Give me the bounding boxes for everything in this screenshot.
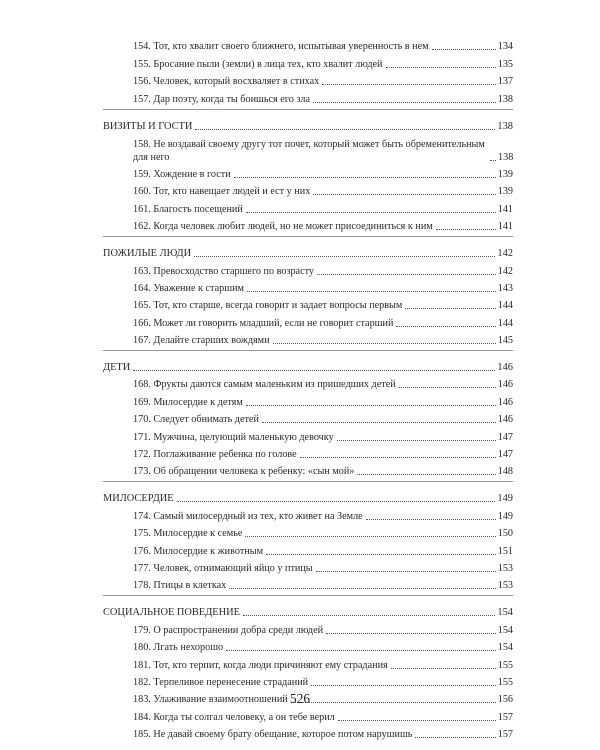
entry-page-number: 146 bbox=[497, 362, 513, 374]
entry-title: 185. Не давай своему брату обещание, которое потом нарушишь bbox=[133, 729, 413, 741]
dot-leader bbox=[194, 255, 495, 257]
toc-entry bbox=[103, 444, 513, 461]
entry-page-number: 147 bbox=[497, 449, 513, 461]
entry-title: 170. Следует обнимать детей bbox=[133, 414, 259, 426]
entry-page-number: 147 bbox=[497, 431, 513, 443]
entry-page-number: 134 bbox=[497, 41, 513, 53]
dot-leader bbox=[262, 421, 496, 423]
entry-page-number: 148 bbox=[497, 466, 513, 478]
dot-leader bbox=[133, 369, 495, 371]
toc-entry bbox=[103, 260, 513, 277]
toc-entry bbox=[103, 391, 513, 408]
section-title: ВИЗИТЫ И ГОСТИ bbox=[103, 120, 193, 132]
dot-leader bbox=[415, 736, 495, 738]
entry-page-number: 151 bbox=[497, 545, 513, 557]
toc-entry bbox=[103, 523, 513, 540]
entry-title: 173. Об обращении человека к ребенку: «сын мой» bbox=[133, 466, 355, 478]
entry-page-number: 138 bbox=[497, 93, 513, 105]
entry-title: 160. Тот, кто навещает людей и ест у них bbox=[133, 186, 311, 198]
entry-page-number: 153 bbox=[497, 580, 513, 592]
toc-entry bbox=[103, 164, 513, 181]
entry-title: 178. Птицы в клетках bbox=[133, 580, 227, 592]
dot-leader bbox=[405, 307, 495, 309]
entry-title: 167. Делайте старших вождями bbox=[133, 335, 270, 347]
toc-entry bbox=[103, 409, 513, 426]
entry-title: 172. Поглаживание ребенка по голове bbox=[133, 449, 297, 461]
entry-title: 174. Самый милосердный из тех, кто живет на Земле bbox=[133, 510, 363, 522]
entry-title: 163. Превосходство старшего по возрасту bbox=[133, 265, 315, 277]
toc-entry bbox=[103, 724, 513, 741]
entry-page-number: 157 bbox=[497, 729, 513, 741]
dot-leader bbox=[317, 273, 496, 275]
dot-leader bbox=[234, 176, 496, 178]
entry-page-number: 146 bbox=[497, 379, 513, 391]
dot-leader bbox=[386, 66, 496, 68]
entry-page-number: 142 bbox=[497, 265, 513, 277]
dot-leader bbox=[326, 632, 496, 634]
entry-page-number: 139 bbox=[497, 186, 513, 198]
entry-title: 157. Дар поэту, когда ты боишься его зла bbox=[133, 93, 310, 105]
dot-leader bbox=[316, 570, 496, 572]
entry-page-number: 138 bbox=[498, 151, 514, 163]
dot-leader bbox=[357, 473, 495, 475]
entry-title: 184. Когда ты солгал человеку, а он тебе верил bbox=[133, 711, 335, 723]
toc-entry bbox=[103, 36, 513, 53]
dot-leader bbox=[246, 404, 496, 406]
dot-leader bbox=[229, 587, 495, 589]
toc-entry bbox=[103, 637, 513, 654]
entry-page-number: 142 bbox=[497, 248, 513, 260]
toc-entry bbox=[103, 295, 513, 312]
entry-title: 156. Человек, который восхваляет в стихах bbox=[133, 76, 320, 88]
entry-title: 155. Бросание пыли (земли) в лица тех, кто хвалит людей bbox=[133, 58, 383, 70]
toc-section-heading bbox=[103, 487, 513, 505]
toc-section-heading bbox=[103, 601, 513, 619]
entry-page-number: 154 bbox=[497, 607, 513, 619]
toc-entry bbox=[103, 53, 513, 70]
section-title: ПОЖИЛЫЕ ЛЮДИ bbox=[103, 248, 192, 260]
dot-leader bbox=[247, 290, 496, 292]
dot-leader bbox=[300, 456, 496, 458]
entry-page-number: 135 bbox=[497, 58, 513, 70]
entry-page-number: 149 bbox=[497, 493, 513, 505]
entry-title: 169. Милосердие к детям bbox=[133, 396, 243, 408]
entry-title: 158. Не воздавай своему другу тот почет, который может быть обременительным для него bbox=[133, 138, 485, 163]
entry-page-number: 138 bbox=[497, 120, 513, 132]
section-divider bbox=[103, 109, 513, 110]
section-title: СОЦИАЛЬНОЕ ПОВЕДЕНИЕ bbox=[103, 607, 240, 619]
entry-title: 181. Тот, кто терпит, когда люди причиняют ему страдания bbox=[133, 659, 388, 671]
dot-leader bbox=[246, 211, 496, 213]
toc-entry bbox=[103, 654, 513, 671]
entry-title: 164. Уважение к старшим bbox=[133, 282, 244, 294]
dot-leader bbox=[266, 553, 496, 555]
toc-entry bbox=[103, 558, 513, 575]
entry-page-number: 156 bbox=[497, 694, 513, 706]
dot-leader bbox=[338, 719, 496, 721]
entry-page-number: 155 bbox=[497, 676, 513, 688]
toc-entry bbox=[103, 88, 513, 105]
toc-entry bbox=[103, 426, 513, 443]
toc-entry bbox=[103, 374, 513, 391]
dot-leader bbox=[399, 386, 496, 388]
entry-page-number: 149 bbox=[497, 510, 513, 522]
dot-leader bbox=[436, 228, 496, 230]
section-divider bbox=[103, 481, 513, 482]
dot-leader bbox=[313, 101, 496, 103]
entry-page-number: 144 bbox=[497, 300, 513, 312]
toc-entry bbox=[103, 278, 513, 295]
dot-leader bbox=[391, 667, 496, 669]
dot-leader bbox=[245, 535, 495, 537]
section-divider bbox=[103, 595, 513, 596]
dot-leader bbox=[490, 159, 496, 161]
entry-page-number: 154 bbox=[497, 642, 513, 654]
dot-leader bbox=[396, 325, 495, 327]
entry-title: 171. Мужчина, целующий маленькую девочку bbox=[133, 431, 334, 443]
entry-title: 161. Благость посещений bbox=[133, 203, 243, 215]
dot-leader bbox=[322, 83, 495, 85]
page-number: 526 bbox=[289, 691, 311, 706]
entry-page-number: 157 bbox=[497, 711, 513, 723]
entry-page-number: 141 bbox=[497, 203, 513, 215]
entry-title: 177. Человек, отнимающий яйцо у птицы bbox=[133, 562, 313, 574]
entry-title: 180. Лгать нехорошо bbox=[133, 642, 224, 654]
toc-entry bbox=[103, 540, 513, 557]
entry-title: 182. Терпеливое перенесение страданий bbox=[133, 676, 309, 688]
entry-title: 176. Милосердие к животным bbox=[133, 545, 264, 557]
entry-page-number: 144 bbox=[497, 317, 513, 329]
dot-leader bbox=[313, 193, 495, 195]
toc-entry bbox=[103, 505, 513, 522]
entry-title: 183. Улаживание взаимоотношений bbox=[133, 694, 288, 706]
toc-entry bbox=[103, 575, 513, 592]
dot-leader bbox=[337, 439, 496, 441]
toc-entry bbox=[103, 133, 513, 164]
toc-entry bbox=[103, 216, 513, 233]
dot-leader bbox=[311, 684, 496, 686]
toc-entry bbox=[103, 198, 513, 215]
dot-leader bbox=[226, 649, 496, 651]
entry-title: 179. О распространении добра среди людей bbox=[133, 624, 324, 636]
entry-page-number: 137 bbox=[497, 76, 513, 88]
toc-section-heading bbox=[103, 356, 513, 374]
dot-leader bbox=[195, 128, 495, 130]
toc-entry bbox=[103, 619, 513, 636]
toc-entry bbox=[103, 181, 513, 198]
entry-page-number: 155 bbox=[497, 659, 513, 671]
entry-page-number: 153 bbox=[497, 562, 513, 574]
table-of-contents bbox=[103, 36, 513, 741]
section-divider bbox=[103, 350, 513, 351]
section-title: МИЛОСЕРДИЕ bbox=[103, 493, 174, 505]
toc-entry bbox=[103, 330, 513, 347]
entry-title: 154. Тот, кто хвалит своего ближнего, испытывая уверенность в нем bbox=[133, 41, 429, 53]
entry-title: 165. Тот, кто старше, всегда говорит и задает вопросы первым bbox=[133, 300, 403, 312]
entry-page-number: 139 bbox=[497, 168, 513, 180]
entry-page-number: 143 bbox=[497, 282, 513, 294]
section-divider bbox=[103, 236, 513, 237]
toc-entry bbox=[103, 461, 513, 478]
dot-leader bbox=[432, 48, 496, 50]
entry-title: 175. Милосердие к семье bbox=[133, 528, 243, 540]
entry-title: 162. Когда человек любит людей, но не может присоединиться к ним bbox=[133, 221, 433, 233]
entry-page-number: 150 bbox=[497, 528, 513, 540]
entry-title: 168. Фрукты даются самым маленьким из пришедших детей bbox=[133, 379, 396, 391]
dot-leader bbox=[366, 518, 496, 520]
section-title: ДЕТИ bbox=[103, 362, 131, 374]
entry-page-number: 146 bbox=[497, 396, 513, 408]
toc-entry bbox=[103, 706, 513, 723]
entry-page-number: 145 bbox=[497, 335, 513, 347]
entry-title: 166. Может ли говорить младший, если не говорит старший bbox=[133, 317, 394, 329]
toc-section-heading bbox=[103, 242, 513, 260]
toc-entry bbox=[103, 312, 513, 329]
entry-title: 159. Хождение в гости bbox=[133, 168, 231, 180]
dot-leader bbox=[177, 500, 496, 502]
dot-leader bbox=[243, 614, 495, 616]
toc-section-heading bbox=[103, 115, 513, 133]
entry-page-number: 141 bbox=[497, 221, 513, 233]
entry-page-number: 146 bbox=[497, 414, 513, 426]
dot-leader bbox=[273, 342, 496, 344]
entry-page-number: 154 bbox=[497, 624, 513, 636]
toc-entry bbox=[103, 672, 513, 689]
toc-entry bbox=[103, 71, 513, 88]
